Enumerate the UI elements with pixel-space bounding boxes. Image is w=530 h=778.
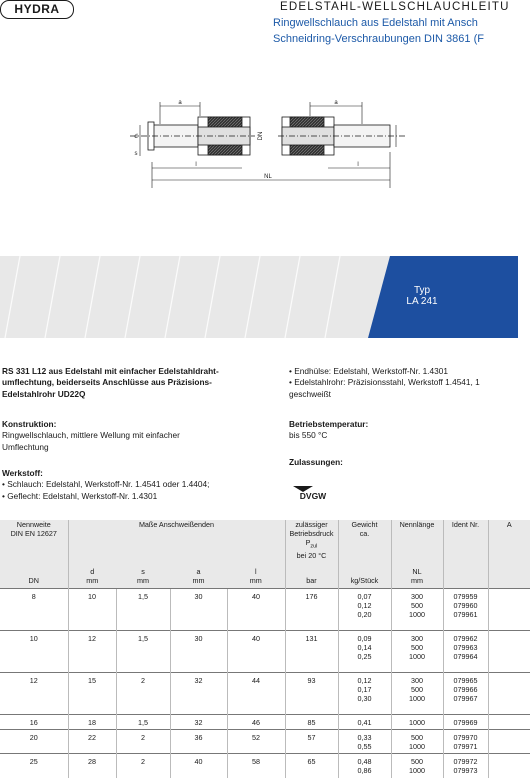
zulassungen-section — [289, 457, 343, 468]
cell-a: 32 — [170, 673, 227, 715]
dim-s: s — [134, 151, 138, 157]
cell-d: 22 — [68, 730, 116, 754]
cell-druck: 93 — [285, 673, 338, 715]
hose-dimension-drawing — [130, 92, 430, 197]
cell-l: 46 — [227, 715, 285, 730]
dim-l-left: l — [195, 162, 197, 168]
werkstoff-line-1: • Schlauch: Edelstahl, Werkstoff-Nr. 1.4541 oder 1.4404; — [2, 479, 210, 490]
dim-d: d — [134, 134, 138, 140]
cell-s: 1,5 — [116, 631, 170, 673]
unit-druck: bar — [285, 560, 338, 589]
dvgw-logo — [290, 484, 336, 500]
product-intro — [2, 366, 219, 400]
col-masse: Maße Anschweißenden — [68, 520, 285, 560]
unit-l: l mm — [227, 560, 285, 589]
cell-dn: 12 — [0, 673, 68, 715]
col-ident: Ident Nr. — [443, 520, 488, 560]
table-row — [0, 589, 530, 631]
cell-dn: 20 — [0, 730, 68, 754]
cell-gewicht: 0,07 0,12 0,20 — [338, 589, 391, 631]
cell-d: 10 — [68, 589, 116, 631]
cell-nl: 1000 — [391, 715, 443, 730]
hydra-logo: HYDRA — [0, 0, 74, 19]
table-row — [0, 730, 530, 754]
cell-extra — [488, 589, 530, 631]
cell-l: 52 — [227, 730, 285, 754]
cell-a: 30 — [170, 631, 227, 673]
cell-gewicht: 0,12 0,17 0,30 — [338, 673, 391, 715]
cell-druck: 57 — [285, 730, 338, 754]
cell-ident: 079969 — [443, 715, 488, 730]
spec-table — [0, 520, 530, 778]
cell-ident: 079965 079966 079967 — [443, 673, 488, 715]
dim-a-right: a — [334, 100, 338, 106]
zulassungen-title: Zulassungen: — [289, 457, 343, 467]
werkstoff-section — [2, 468, 209, 502]
cell-s: 2 — [116, 754, 170, 778]
cell-extra — [488, 715, 530, 730]
konstruktion-title: Konstruktion: — [2, 419, 57, 429]
konstruktion-line-2: Umflechtung — [2, 441, 49, 452]
cell-gewicht: 0,33 0,55 — [338, 730, 391, 754]
cell-d: 18 — [68, 715, 116, 730]
cell-gewicht: 0,09 0,14 0,25 — [338, 631, 391, 673]
cell-nl: 500 1000 — [391, 754, 443, 778]
cell-l: 40 — [227, 631, 285, 673]
dim-l-right: l — [357, 162, 359, 168]
category-title: EDELSTAHL-WELLSCHLAUCHLEITU — [280, 1, 510, 13]
unit-nl: NL mm — [391, 560, 443, 589]
temperature-title: Betriebstemperatur: — [289, 419, 369, 429]
unit-s: s mm — [116, 560, 170, 589]
cell-extra — [488, 754, 530, 778]
edelstahlrohr-line: • Edelstahlrohr: Präzisionsstahl, Werkstoff 1.4541, 1 — [289, 377, 480, 388]
werkstoff-line-2: • Geflecht: Edelstahl, Werkstoff-Nr. 1.4301 — [2, 490, 158, 501]
cell-extra — [488, 730, 530, 754]
cell-a: 36 — [170, 730, 227, 754]
cell-l: 58 — [227, 754, 285, 778]
dim-dn: DN — [258, 131, 264, 141]
cell-nl: 300 500 1000 — [391, 589, 443, 631]
cell-l: 40 — [227, 589, 285, 631]
unit-gewicht: kg/Stück — [338, 560, 391, 589]
subtitle-line-2: Schneidring-Verschraubungen DIN 3861 (F — [273, 33, 484, 45]
typ-badge — [372, 285, 472, 307]
svg-text:DVGW: DVGW — [299, 491, 327, 501]
cell-nl: 300 500 1000 — [391, 631, 443, 673]
table-row — [0, 715, 530, 730]
cell-l: 44 — [227, 673, 285, 715]
cell-s: 1,5 — [116, 589, 170, 631]
col-nennlaenge: Nennlänge — [391, 520, 443, 560]
typ-value: LA 241 — [406, 296, 438, 307]
dim-a-left: a — [178, 100, 182, 106]
cell-s: 1,5 — [116, 715, 170, 730]
unit-d: d mm — [68, 560, 116, 589]
cell-d: 12 — [68, 631, 116, 673]
col-gewicht: Gewicht ca. — [338, 520, 391, 560]
col-extra: A — [488, 520, 530, 560]
unit-dn: DN — [0, 560, 68, 589]
cell-ident: 079970 079971 — [443, 730, 488, 754]
cell-d: 28 — [68, 754, 116, 778]
typ-label: Typ — [413, 285, 431, 296]
cell-extra — [488, 673, 530, 715]
temperature-section — [289, 419, 368, 442]
cell-druck: 65 — [285, 754, 338, 778]
unit-ident — [443, 560, 488, 589]
cell-ident: 079972 079973 — [443, 754, 488, 778]
cell-a: 40 — [170, 754, 227, 778]
table-row — [0, 631, 530, 673]
konstruktion-line-1: Ringwellschlauch, mittlere Wellung mit einfacher — [2, 430, 180, 441]
endhuelse-line: • Endhülse: Edelstahl, Werkstoff-Nr. 1.4301 — [289, 366, 448, 376]
cell-gewicht: 0,41 — [338, 715, 391, 730]
geschweisst-line: geschweißt — [289, 388, 331, 399]
cell-nl: 500 1000 — [391, 730, 443, 754]
cell-a: 32 — [170, 715, 227, 730]
unit-a: a mm — [170, 560, 227, 589]
col-druck: zulässiger Betriebsdruck $P_{zul}$ bei 20 °C — [285, 520, 338, 560]
table-row — [0, 754, 530, 778]
cell-dn: 16 — [0, 715, 68, 730]
intro-line-1: RS 331 L12 aus Edelstahl mit einfacher Edelstahldraht- — [2, 366, 219, 376]
cell-dn: 8 — [0, 589, 68, 631]
cell-dn: 10 — [0, 631, 68, 673]
intro-line-3: Edelstahlrohr UD22Q — [2, 388, 86, 399]
cell-gewicht: 0,48 0,86 — [338, 754, 391, 778]
cell-s: 2 — [116, 730, 170, 754]
cell-dn: 25 — [0, 754, 68, 778]
konstruktion-section — [2, 419, 180, 453]
werkstoff-title: Werkstoff: — [2, 468, 43, 478]
cell-extra — [488, 631, 530, 673]
subtitle-line-1: Ringwellschlauch aus Edelstahl mit Ansch — [273, 17, 478, 29]
cell-druck: 176 — [285, 589, 338, 631]
cell-d: 15 — [68, 673, 116, 715]
cell-nl: 300 500 1000 — [391, 673, 443, 715]
cell-ident: 079959 079960 079961 — [443, 589, 488, 631]
cell-druck: 85 — [285, 715, 338, 730]
col-nennweite: Nennweite DIN EN 12627 — [0, 520, 68, 560]
unit-extra — [488, 560, 530, 589]
temperature-value: bis 550 °C — [289, 430, 328, 441]
material-list-right — [289, 366, 480, 400]
cell-ident: 079962 079963 079964 — [443, 631, 488, 673]
cell-a: 30 — [170, 589, 227, 631]
cell-s: 2 — [116, 673, 170, 715]
table-row — [0, 673, 530, 715]
intro-line-2: umflechtung, beiderseits Anschlüsse aus Präzisions- — [2, 377, 212, 388]
cell-druck: 131 — [285, 631, 338, 673]
dim-nl: NL — [264, 174, 272, 180]
